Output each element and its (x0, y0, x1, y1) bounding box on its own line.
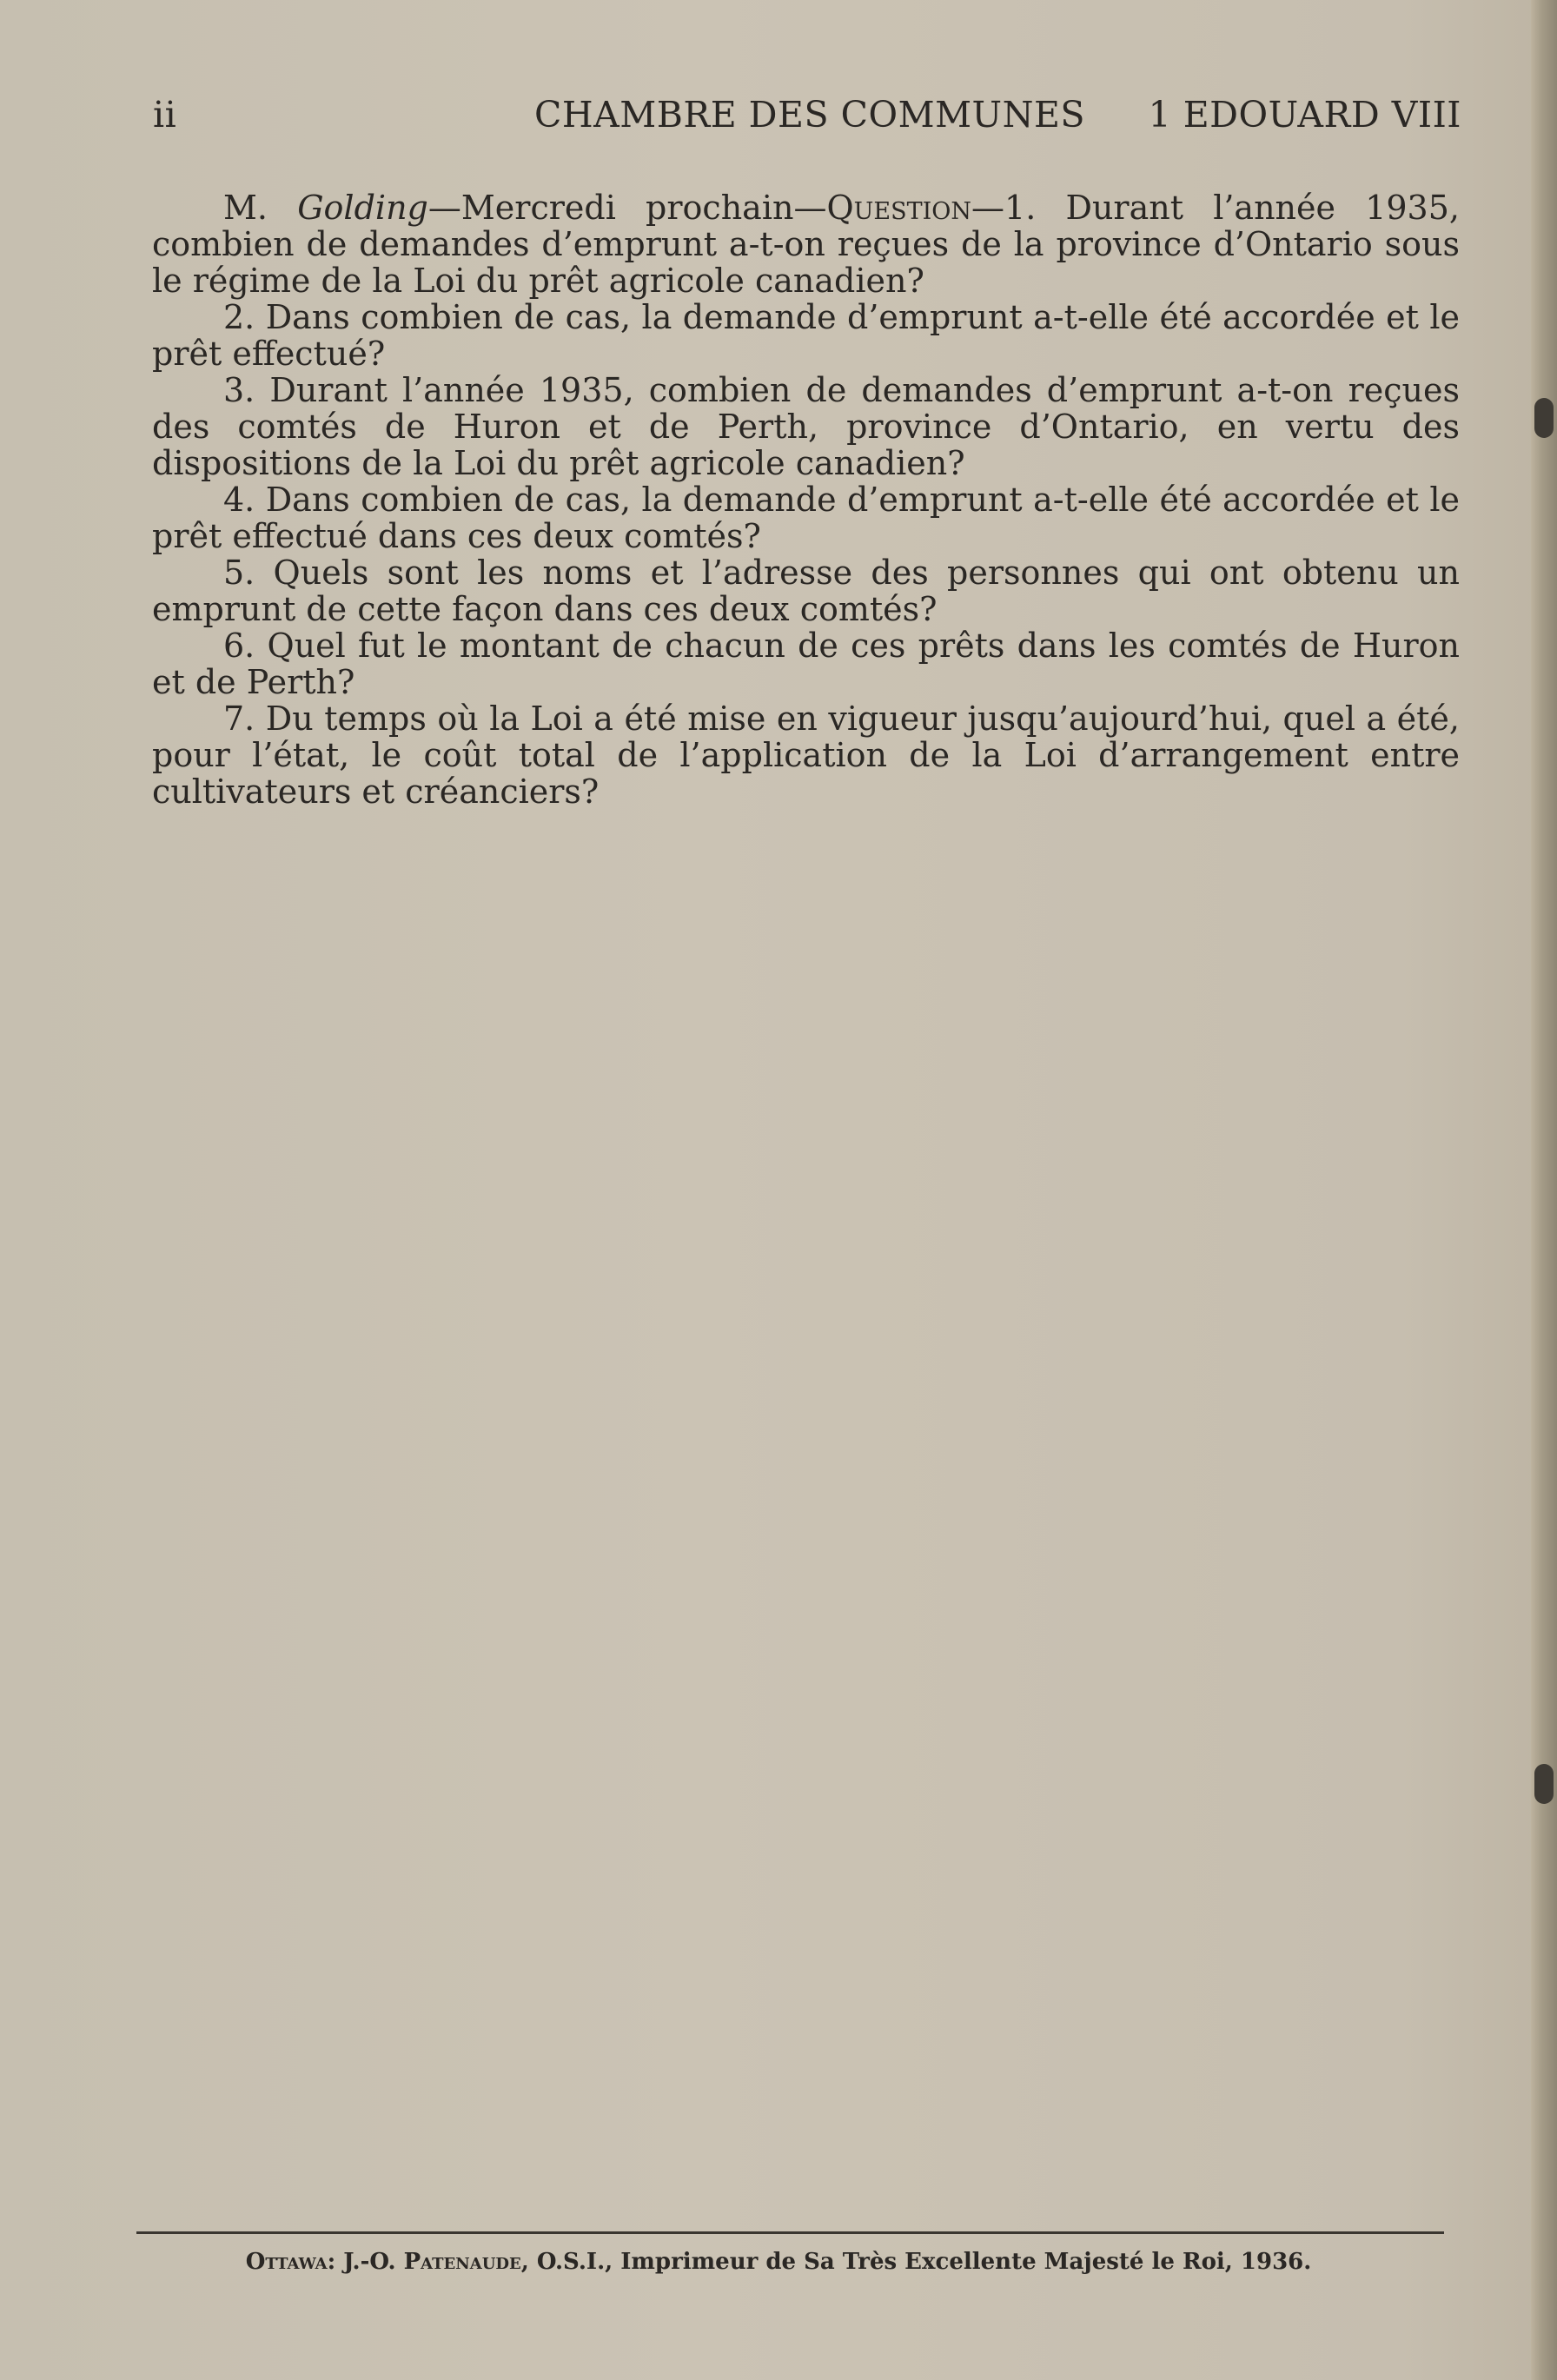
footer-rule (136, 2231, 1444, 2234)
question-label: Question (826, 189, 972, 227)
question-item-6: 6. Quel fut le montant de chacun de ces prêts dans les comtés de Huron et de Perth? (152, 626, 1460, 701)
imprint-rest: , O.S.I., Imprimeur de Sa Très Excellente Majesté le Roi, 1936. (520, 2249, 1312, 2275)
house-title: CHAMBRE DES COMMUNES (534, 94, 1085, 136)
member-title: M. (223, 189, 268, 227)
question-paragraph (152, 189, 1460, 299)
imprint-printer: Patenaude (403, 2249, 521, 2275)
question-item-2: 2. Dans combien de cas, la demande d’emprunt a-t-elle été accordée et le prêt effectué? (152, 298, 1460, 373)
member-name: Golding (297, 189, 428, 227)
session-label: 1 EDOUARD VIII (1148, 94, 1461, 136)
question-item-5: 5. Quels sont les noms et l’adresse des personnes qui ont obtenu un emprunt de cette façon dans ces deux comtés? (152, 554, 1460, 628)
page-edge (1531, 0, 1557, 2380)
binding-hole (1534, 398, 1554, 438)
imprint-sep: : J.-O. (327, 2249, 404, 2275)
question-item-1: —1. Durant l’année 1935, combien de demandes d’emprunt a-t-on reçues de la province d’Ontario sous le régime de la Loi du prêt agricole canadien? (152, 189, 1460, 300)
question-item-7: 7. Du temps où la Loi a été mise en vigueur jusqu’aujourd’hui, quel a été, pour l’état, le coût total de l’application de la Loi d’arrangement entre cultivateurs et créanciers? (152, 699, 1460, 811)
question-body (152, 189, 1460, 810)
binding-hole (1534, 1764, 1554, 1804)
question-item-3: 3. Durant l’année 1935, combien de demandes d’emprunt a-t-on reçues des comtés de Huron et de Perth, province d’Ontario, en vertu des dispositions de la Loi du prêt agricole canadien? (152, 371, 1460, 482)
running-header (0, 94, 1557, 146)
question-item-4: 4. Dans combien de cas, la demande d’emprunt a-t-elle été accordée et le prêt effectué dans ces deux comtés? (152, 481, 1460, 555)
page-number: ii (153, 94, 177, 136)
printer-imprint (0, 2249, 1557, 2275)
imprint-city: Ottawa (245, 2249, 328, 2275)
day-label: —Mercredi prochain— (427, 189, 827, 227)
